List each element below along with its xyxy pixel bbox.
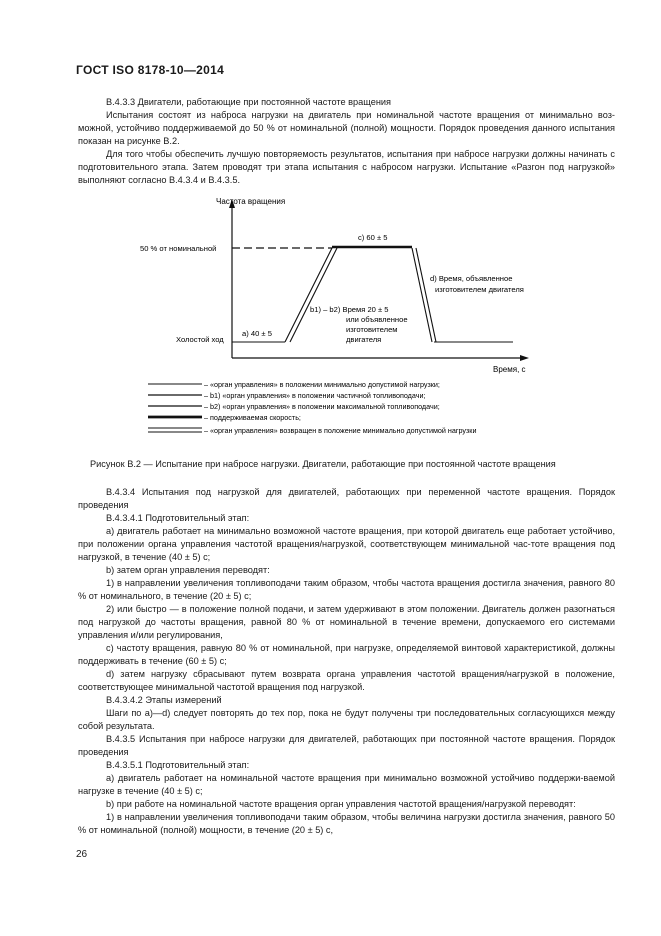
section-heading: В.4.3.3 Двигатели, работающие при постоянной частоте вращения <box>106 97 392 107</box>
legend-item: – «орган управления» в положении минимально допустимой нагрузки; <box>204 380 440 389</box>
list-item: b) затем орган управления переводят: <box>106 565 270 575</box>
label-d: d) Время, объявленное <box>430 274 513 283</box>
label-c: с) 60 ± 5 <box>358 233 388 242</box>
list-item: b) при работе на номинальной частоте вращения орган управления частотой вращения/нагрузкой переводят: <box>106 799 576 809</box>
list-item: с) частоту вращения, равную 80 % от номинальной, при нагрузке, определяемой винтовой характеристикой, должны поддерживать в течение (60 ± 5) с; <box>78 643 615 666</box>
diagram-svg <box>120 188 530 448</box>
y-axis-label: Частота вращения <box>216 197 286 206</box>
paragraph: Для того чтобы обеспечить лучшую повторяемость результатов, испытания при набросе нагрузки должны начинать с подготовительного этапа. Затем проводят три этапа испытания с набросом нагрузки. Испытание «Разгон под нагрузкой» выполняют согласно В.4.3.4 и В.4.3.5. <box>78 149 615 185</box>
legend-item: – «орган управления» возвращен в положение минимально допустимой нагрузки <box>204 426 477 435</box>
legend-item: – b1) «орган управления» в положении частичной топливоподачи; <box>204 391 426 400</box>
segment-b2 <box>290 248 337 342</box>
list-item: d) затем нагрузку сбрасывают путем возврата органа управления частотой вращения/нагрузкой в положение, соответствующее минимальной частотой вращения под нагрузкой. <box>78 669 615 692</box>
paragraph: Испытания состоят из наброса нагрузки на двигатель при номинальной частоте вращения от минимально воз-можной, устойчиво поддерживаемой до 50 % от номинальной (полной) мощности. Порядок проведения данного испытания показан на рисунке В.2. <box>78 110 615 146</box>
label-b: b1) – b2) Время 20 ± 5 <box>310 305 389 314</box>
list-item: 1) в направлении увеличения топливоподачи таким образом, чтобы частота вращения достигла значения, равного 80 % от номинального, в течение (20 ± 5) с; <box>78 578 615 601</box>
level-50-label: 50 % от номинальной <box>140 244 217 253</box>
list-item: а) двигатель работает на номинальной частоте вращения при минимально возможной устойчиво поддержи-ваемой нагрузке в течение (40 ± 5) с; <box>78 773 615 796</box>
label-a: а) 40 ± 5 <box>242 329 272 338</box>
list-item: 2) или быстро — в положение полной подачи, и затем удерживают в этом положении. Двигатель должен разогнаться под нагрузкой до частоты вращения, равной 80 % от номинальной в течение времени, допускаемого его системами управления и/или регулирования, <box>78 604 615 640</box>
segment-b1 <box>285 248 332 342</box>
list-item: а) двигатель работает на минимально возможной частоте вращения, при которой двигатель еще работает устойчиво, при положении органа управления частотой вращения/нагрузкой, соответствующем минимальной час-тоте вращения под нагрузкой, в течение (40 ± 5) с; <box>78 526 615 562</box>
x-axis-arrow <box>520 355 529 361</box>
segment-d1 <box>412 248 432 342</box>
section-heading: В.4.3.5 Испытания при набросе нагрузки для двигателей, работающих при постоянной частоте вращения. Порядок проведения <box>78 734 615 757</box>
label-b-2: или объявленное <box>346 315 408 324</box>
document-header: ГОСТ ISO 8178-10—2014 <box>76 63 225 77</box>
list-item: 1) в направлении увеличения топливоподачи таким образом, чтобы величина нагрузки достигла значения, равного 50 % от номинальной (полной) мощности, в течение (20 ± 5) с, <box>78 812 615 835</box>
paragraph: Шаги по а)—d) следует повторять до тех пор, пока не будут получены три последовательных согласующихся между собой результата. <box>78 708 615 731</box>
legend-item: – b2) «орган управления» в положении максимальной топливоподачи; <box>204 402 440 411</box>
section-heading: В.4.3.4 Испытания под нагрузкой для двигателей, работающих при переменной частоте вращения. Порядок проведения <box>78 487 615 510</box>
subsection-heading: В.4.3.5.1 Подготовительный этап: <box>106 760 250 770</box>
level-idle-label: Холостой ход <box>176 335 224 344</box>
label-b-4: двигателя <box>346 335 382 344</box>
intro-section <box>78 96 615 187</box>
subsection-heading: В.4.3.4.2 Этапы измерений <box>106 695 222 705</box>
segment-d2 <box>416 248 436 342</box>
label-d-2: изготовителем двигателя <box>435 285 524 294</box>
figure-caption: Рисунок В.2 — Испытание при набросе нагрузки. Двигатели, работающие при постоянной частоте вращения <box>90 459 556 469</box>
x-axis-label: Время, с <box>493 365 526 374</box>
figure-load-step-diagram <box>120 188 530 448</box>
label-b-3: изготовителем <box>346 325 398 334</box>
page-number: 26 <box>76 849 88 860</box>
legend-item: – поддерживаемая скорость; <box>204 413 301 422</box>
subsection-heading: В.4.3.4.1 Подготовительный этап: <box>106 513 250 523</box>
procedure-section <box>78 486 615 837</box>
